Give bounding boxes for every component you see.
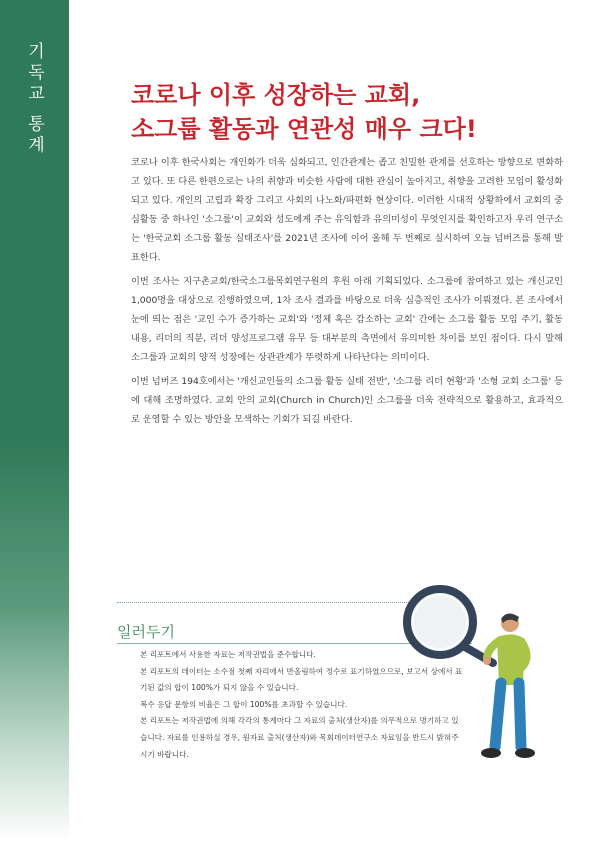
list-item: 본 리포트에서 사용한 자료는 저작권법을 준수합니다. <box>140 650 316 659</box>
list-item: 본 리포트는 저작권법에 의해 각각의 통계마다 그 자료의 출처(생산자)를 의무적으로 명기하고 있습니다. 자료를 인용하실 경우, 원자료 출처(생산자)와 목회데이터연구소 자료임을 반드시 밝혀주시기 바랍니다. <box>140 716 459 759</box>
body-text <box>131 153 563 434</box>
title-line-1: 코로나 이후 성장하는 교회, <box>131 81 421 109</box>
paragraph: 코로나 이후 한국사회는 개인화가 더욱 심화되고, 인간관계는 좁고 친밀한 관계를 선호하는 방향으로 변화하고 있다. 또 다른 한편으로는 나의 취향과 비슷한 사람에 대한 관심이 높아지고, 취향을 고려한 모임이 활성화되고 있다. 개인의 고립과 확장 그리고 사회의 나노화/파편화 현상이다. 이러한 시대적 상황하에서 교회의 중심활동 중 하나인 '소그룹'이 교회와 성도에게 주는 유익함과 유의미성이 무엇인지를 확인하고자 우리 연구소는 '한국교회 소그룹 활동 실태조사'를 2021년 조사에 이어 올해 두 번째로 실시하여 오늘 넘버즈를 통해 발표한다. <box>131 157 563 263</box>
sidebar-label: 기독교 통계 <box>24 42 44 157</box>
title-line-2: 소그룹 활동과 연관성 매우 크다! <box>131 115 477 143</box>
notes-heading: 일러두기 <box>117 623 175 641</box>
page-title <box>131 78 551 146</box>
divider <box>117 602 435 603</box>
sidebar <box>0 0 69 842</box>
list-item: 복수 응답 문항의 비율은 그 합이 100%를 초과할 수 있습니다. <box>140 699 348 709</box>
paragraph: 이번 넘버즈 194호에서는 '개신교인들의 소그룹 활동 실태 전반', '소그룹 리더 현황'과 '소형 교회 소그룹' 등에 대해 조명하였다. 교회 안의 교회(Church in Church)인 소그룹을 더욱 전략적으로 활용하고, 효과적으로 운영할 수 있는 방안을 모색하는 기회가 되길 바란다. <box>131 376 563 425</box>
list-item: 본 리포트의 데이터는 소수점 첫째 자리에서 반올림하여 정수로 표기하였으므로, 보고서 상에서 표기된 값의 합이 100%가 되지 않을 수 있습니다. <box>140 666 463 693</box>
paragraph: 이번 조사는 지구촌교회/한국소그룹목회연구원의 후원 아래 기획되었다. 소그룹에 참여하고 있는 개신교인 1,000명을 대상으로 진행하였으며, 1차 조사 결과를 바탕으로 더욱 심층적인 조사가 이뤄졌다. 본 조사에서 눈에 띄는 점은 '교인 수가 증가하는 교회'와 '정체 혹은 감소하는 교회' 간에는 소그룹 활동 모임 주기, 활동 내용, 리더의 직분, 리더 양성프로그램 유무 등 대부분의 측면에서 유의미한 차이를 보인 점이다. 다시 말해 소그룹과 교회의 양적 성장에는 상관관계가 뚜렷하게 나타난다는 의미이다. <box>131 276 563 363</box>
magnifying-glass-person-icon <box>395 577 545 777</box>
